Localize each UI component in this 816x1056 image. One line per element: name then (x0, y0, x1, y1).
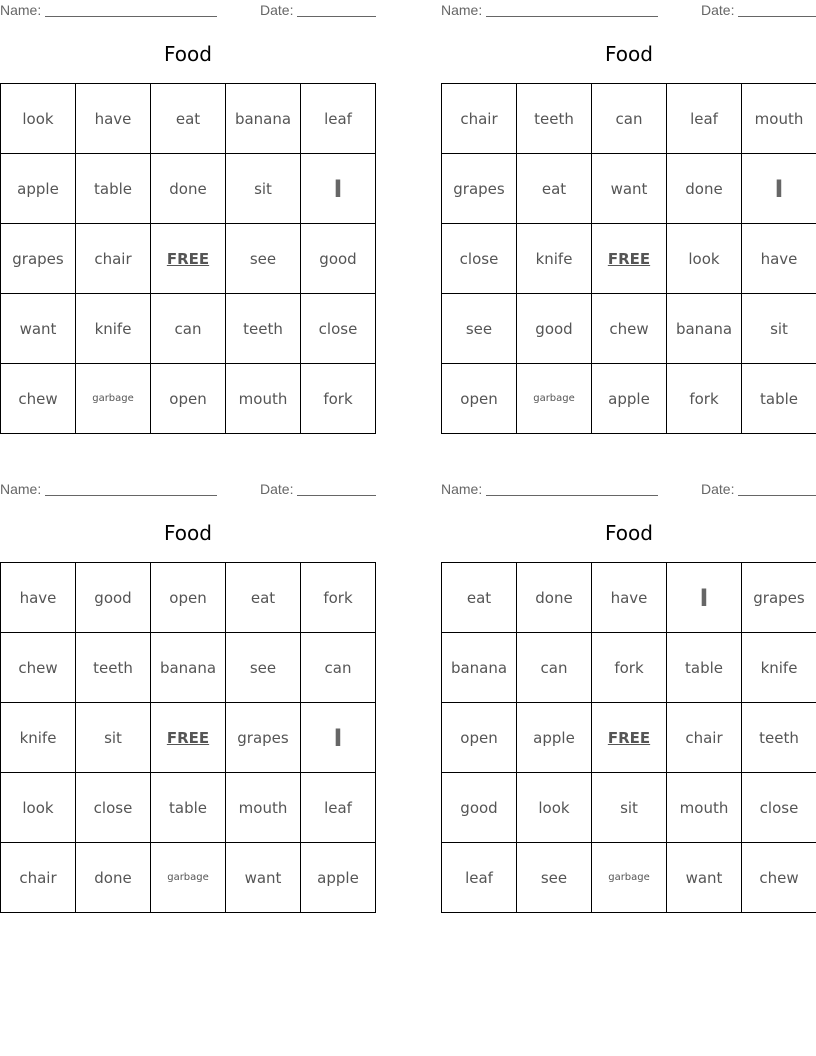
card-title: Food (164, 42, 212, 66)
word-cell: teeth (226, 294, 301, 364)
date-blank-line (297, 16, 376, 17)
word-cell: good (517, 294, 592, 364)
bingo-grid (0, 562, 376, 913)
grid-row (1, 563, 376, 633)
word-cell: open (151, 563, 226, 633)
word-cell: have (592, 563, 667, 633)
name-blank-line (486, 495, 658, 496)
word-cell: table (151, 773, 226, 843)
name-label: Name: (0, 481, 42, 497)
word-cell: knife (517, 224, 592, 294)
word-cell: apple (1, 154, 76, 224)
word-cell: want (226, 843, 301, 913)
word-cell: banana (151, 633, 226, 703)
word-cell: knife (1, 703, 76, 773)
word-cell: have (76, 84, 151, 154)
word-cell: leaf (301, 84, 376, 154)
word-cell: chew (742, 843, 816, 913)
word-cell: mouth (226, 364, 301, 434)
name-blank-line (45, 495, 217, 496)
word-cell: good (442, 773, 517, 843)
word-cell: leaf (301, 773, 376, 843)
word-cell: look (1, 773, 76, 843)
word-cell: good (76, 563, 151, 633)
word-cell: want (667, 843, 742, 913)
word-cell: chew (1, 364, 76, 434)
grid-row (442, 224, 816, 294)
grid-row (442, 294, 816, 364)
word-cell: have (1, 563, 76, 633)
date-blank-line (297, 495, 376, 496)
grid-row (1, 84, 376, 154)
word-cell: can (517, 633, 592, 703)
name-date-row (0, 481, 376, 499)
word-cell: I (301, 154, 376, 224)
word-cell: open (442, 364, 517, 434)
bingo-card-1 (0, 0, 376, 435)
word-cell: close (442, 224, 517, 294)
grid-row (1, 154, 376, 224)
word-cell: can (301, 633, 376, 703)
grid-row (1, 843, 376, 913)
word-cell: close (742, 773, 816, 843)
date-label: Date: (260, 481, 294, 497)
grid-row (442, 703, 816, 773)
word-cell: can (592, 84, 667, 154)
card-title: Food (605, 521, 653, 545)
word-cell: knife (742, 633, 816, 703)
bingo-grid (0, 83, 376, 434)
word-cell: close (301, 294, 376, 364)
date-label: Date: (701, 2, 735, 18)
word-cell: done (76, 843, 151, 913)
word-cell: chair (667, 703, 742, 773)
word-cell: garbage (76, 364, 151, 434)
bingo-grid (441, 562, 816, 913)
word-cell: sit (76, 703, 151, 773)
name-date-row (441, 481, 816, 499)
date-blank-line (738, 16, 816, 17)
word-cell: table (742, 364, 816, 434)
word-cell: garbage (517, 364, 592, 434)
word-cell: garbage (151, 843, 226, 913)
grid-row (1, 703, 376, 773)
grid-row (442, 633, 816, 703)
word-cell: look (517, 773, 592, 843)
grid-row (1, 294, 376, 364)
word-cell: chair (442, 84, 517, 154)
word-cell: look (667, 224, 742, 294)
name-label: Name: (0, 2, 42, 18)
grid-row (442, 563, 816, 633)
bingo-grid (441, 83, 816, 434)
word-cell: look (1, 84, 76, 154)
name-date-row (441, 2, 816, 20)
word-cell: teeth (517, 84, 592, 154)
word-cell: want (1, 294, 76, 364)
word-cell: apple (301, 843, 376, 913)
bingo-card-3 (0, 479, 376, 914)
word-cell: grapes (742, 563, 816, 633)
card-title: Food (164, 521, 212, 545)
word-cell: leaf (667, 84, 742, 154)
word-cell: teeth (76, 633, 151, 703)
word-cell: grapes (1, 224, 76, 294)
free-space-cell: FREE (592, 703, 667, 773)
word-cell: apple (517, 703, 592, 773)
word-cell: banana (226, 84, 301, 154)
word-cell: open (151, 364, 226, 434)
name-blank-line (45, 16, 217, 17)
word-cell: teeth (742, 703, 816, 773)
word-cell: mouth (742, 84, 816, 154)
free-space-cell: FREE (151, 224, 226, 294)
word-cell: see (517, 843, 592, 913)
word-cell: done (151, 154, 226, 224)
name-blank-line (486, 16, 658, 17)
grid-row (1, 633, 376, 703)
free-space-cell: FREE (592, 224, 667, 294)
word-cell: close (76, 773, 151, 843)
grid-row (442, 843, 816, 913)
word-cell: garbage (592, 843, 667, 913)
name-label: Name: (441, 2, 483, 18)
name-date-row (0, 2, 376, 20)
word-cell: done (517, 563, 592, 633)
word-cell: can (151, 294, 226, 364)
word-cell: eat (517, 154, 592, 224)
date-label: Date: (260, 2, 294, 18)
word-cell: I (742, 154, 816, 224)
free-space-cell: FREE (151, 703, 226, 773)
grid-row (442, 84, 816, 154)
word-cell: chew (1, 633, 76, 703)
bingo-card-4 (441, 479, 816, 914)
word-cell: good (301, 224, 376, 294)
word-cell: done (667, 154, 742, 224)
word-cell: eat (151, 84, 226, 154)
word-cell: sit (742, 294, 816, 364)
grid-row (1, 224, 376, 294)
word-cell: sit (592, 773, 667, 843)
word-cell: I (301, 703, 376, 773)
word-cell: eat (442, 563, 517, 633)
word-cell: chair (76, 224, 151, 294)
word-cell: sit (226, 154, 301, 224)
word-cell: eat (226, 563, 301, 633)
word-cell: knife (76, 294, 151, 364)
word-cell: fork (592, 633, 667, 703)
word-cell: fork (301, 364, 376, 434)
word-cell: chew (592, 294, 667, 364)
word-cell: leaf (442, 843, 517, 913)
word-cell: see (226, 224, 301, 294)
grid-row (442, 364, 816, 434)
word-cell: grapes (226, 703, 301, 773)
word-cell: fork (667, 364, 742, 434)
word-cell: fork (301, 563, 376, 633)
word-cell: grapes (442, 154, 517, 224)
word-cell: chair (1, 843, 76, 913)
name-label: Name: (441, 481, 483, 497)
word-cell: mouth (667, 773, 742, 843)
grid-row (442, 154, 816, 224)
word-cell: table (76, 154, 151, 224)
grid-row (1, 364, 376, 434)
date-blank-line (738, 495, 816, 496)
word-cell: banana (667, 294, 742, 364)
word-cell: open (442, 703, 517, 773)
word-cell: banana (442, 633, 517, 703)
grid-row (1, 773, 376, 843)
grid-row (442, 773, 816, 843)
word-cell: apple (592, 364, 667, 434)
card-title: Food (605, 42, 653, 66)
word-cell: mouth (226, 773, 301, 843)
word-cell: see (226, 633, 301, 703)
date-label: Date: (701, 481, 735, 497)
word-cell: want (592, 154, 667, 224)
word-cell: table (667, 633, 742, 703)
bingo-card-2 (441, 0, 816, 435)
word-cell: I (667, 563, 742, 633)
word-cell: see (442, 294, 517, 364)
word-cell: have (742, 224, 816, 294)
